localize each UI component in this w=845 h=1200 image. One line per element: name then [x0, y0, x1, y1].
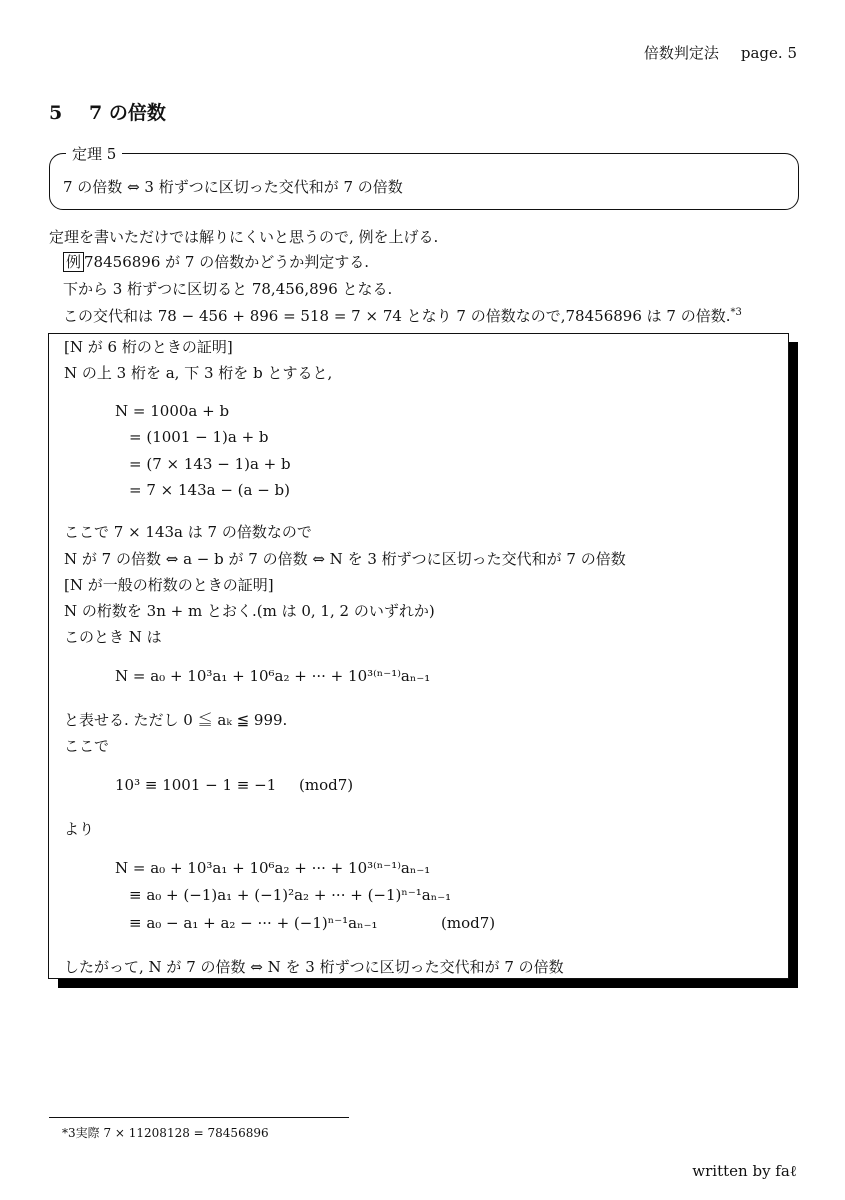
theorem-box: [49, 145, 799, 210]
proof-then: このとき N は: [64, 628, 162, 646]
equation-line: ≡ a₀ − a₁ + a₂ − ··· + (−1)ⁿ⁻¹aₙ₋₁: [129, 914, 378, 932]
intro-text: 定理を書いただけでは解りにくいと思うので, 例を上げる.: [49, 228, 439, 246]
equation-line: = (1001 − 1)a + b: [129, 428, 269, 446]
section-title: [49, 98, 166, 125]
footer-author: written by faℓ: [692, 1162, 797, 1180]
equation-line: N = 1000a + b: [115, 402, 230, 420]
proof-chain: N が 7 の倍数 ⇔ a − b が 7 の倍数 ⇔ N を 3 桁ずつに区切った交代和が 7 の倍数: [64, 550, 626, 568]
equation-congruence: 10³ ≡ 1001 − 1 ≡ −1: [115, 776, 277, 794]
footnote: *3実際 7 × 11208128 = 78456896: [62, 1126, 269, 1140]
example-line-2: 下から 3 桁ずつに区切ると 78,456,896 となる.: [63, 280, 393, 298]
footnote-rule: [49, 1117, 349, 1118]
equation-mod: (mod7): [299, 776, 354, 794]
section-number: 5: [49, 102, 63, 124]
theorem-statement: 7 の倍数 ⇔ 3 桁ずつに区切った交代和が 7 の倍数: [63, 178, 403, 196]
footnote-mark: *3: [730, 307, 742, 318]
proof-setup-6-digit: N の上 3 桁を a, 下 3 桁を b とすると,: [64, 364, 333, 382]
proof-heading-6-digit: [N が 6 桁のときの証明]: [64, 338, 233, 356]
page-number: page. 5: [740, 44, 797, 62]
example-line-3-text: この交代和は 78 − 456 + 896 = 518 = 7 × 74 となり 7 の倍数なので,78456896 は 7 の倍数.: [63, 307, 731, 325]
theorem-label: 定理 5: [66, 143, 122, 164]
proof-heading-general: [N が一般の桁数のときの証明]: [64, 576, 274, 594]
equation-line: = 7 × 143a − (a − b): [129, 481, 291, 499]
example-line-3: [63, 305, 742, 326]
equation-line: = (7 × 143 − 1)a + b: [129, 455, 291, 473]
proof-conclusion: したがって, N が 7 の倍数 ⇔ N を 3 桁ずつに区切った交代和が 7 の倍数: [64, 958, 564, 976]
proof-express: と表せる. ただし 0 ≦ aₖ ≦ 999.: [64, 711, 288, 729]
example-line-1: [63, 251, 369, 272]
running-header: [644, 42, 797, 63]
header-title: 倍数判定法: [643, 44, 719, 62]
proof-setup-general: N の桁数を 3n + m とおく.(m は 0, 1, 2 のいずれか): [64, 602, 435, 620]
proof-here: ここで: [64, 737, 110, 755]
equation-line: N = a₀ + 10³a₁ + 10⁶a₂ + ··· + 10³⁽ⁿ⁻¹⁾aₙ₋₁: [115, 859, 431, 877]
equation-expansion: N = a₀ + 10³a₁ + 10⁶a₂ + ··· + 10³⁽ⁿ⁻¹⁾aₙ₋₁: [115, 667, 431, 685]
proof-box: [48, 333, 789, 979]
example-tag: 例: [63, 252, 84, 272]
example-line-1-text: 78456896 が 7 の倍数かどうか判定する.: [84, 253, 369, 271]
equation-line: ≡ a₀ + (−1)a₁ + (−1)²a₂ + ··· + (−1)ⁿ⁻¹aₙ₋₁: [129, 886, 452, 904]
section-heading: 7 の倍数: [89, 102, 166, 124]
proof-from: より: [64, 820, 95, 838]
proof-since: ここで 7 × 143a は 7 の倍数なので: [64, 523, 312, 541]
equation-mod: (mod7): [441, 914, 496, 932]
